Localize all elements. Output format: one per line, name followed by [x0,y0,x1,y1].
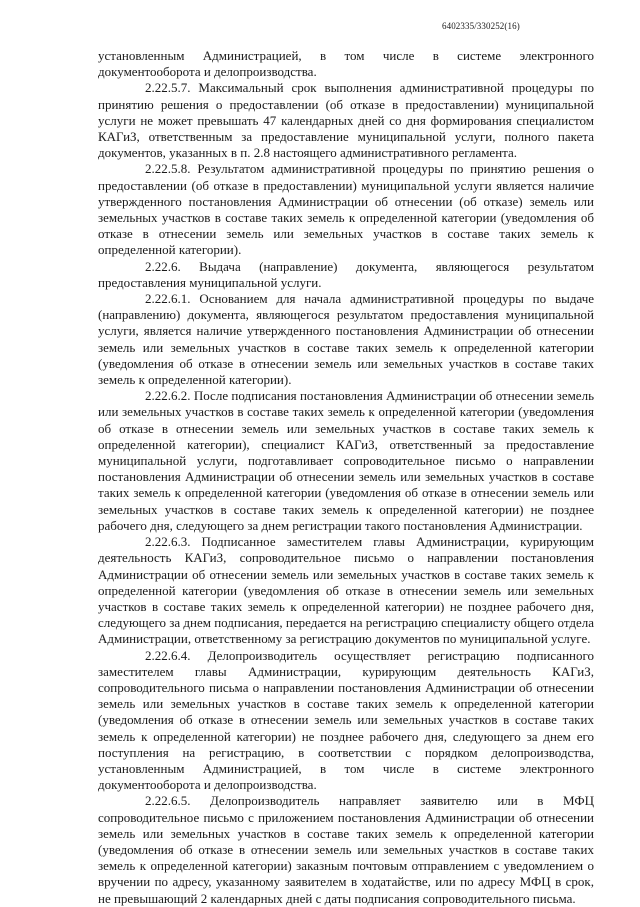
paragraph-2-22-6-1: 2.22.6.1. Основанием для начала административной процедуры по выдаче (направлению) документа, являющегося результатом предоставления муниципальной услуги, является наличие утвержденного постановления Администрации об отнесении земель или земельных участков в составе таких земель к определенной категории (уведомления об отказе в отнесении земель или земельных участков в составе таких земель к определенной категории). [98,291,594,388]
paragraph-2-22-6-5: 2.22.6.5. Делопроизводитель направляет заявителю или в МФЦ сопроводительное письмо с приложением постановления Администрации об отнесении земель или земельных участков в составе таких земель к определенной категории (уведомления об отказе в отнесении земель или земельных участков в составе таких земель к определенной категории) заказным почтовым отправлением с уведомлением о вручении по адресу, указанному заявителем в ходатайстве, или по адресу МФЦ в срок, не превышающий 2 календарных дней с даты подписания сопроводительного письма. [98,793,594,906]
document-number: 6402335/330252(16) [442,21,520,31]
paragraph-2-22-5-8: 2.22.5.8. Результатом административной процедуры по принятию решения о предоставлении (об отказе в предоставлении) муниципальной услуги является наличие утвержденного постановления Администрации об отнесении (об отказе) земель или земельных участков в составе таких земель к определенной категории (уведомления об отказе в отнесении земель или земельных участков в составе таких земель к определенной категории). [98,161,594,258]
paragraph-2-22-5-7: 2.22.5.7. Максимальный срок выполнения административной процедуры по принятию решения о предоставлении (об отказе в предоставлении) муниципальной услуги не может превышать 47 календарных дней со дня формирования специалистом КАГиЗ, ответственным за предоставление муниципальной услуги, полного пакета документов, указанных в п. 2.8 настоящего административного регламента. [98,80,594,161]
paragraph-continuation: установленным Администрацией, в том числе в системе электронного документооборота и делопроизводства. [98,48,594,80]
paragraph-2-22-6-2: 2.22.6.2. После подписания постановления Администрации об отнесении земель или земельных участков в составе таких земель к определенной категории (уведомления об отказе в отнесении земель или земельных участков в составе таких земель к определенной категории), специалист КАГиЗ, ответственный за предоставление муниципальной услуги, подготавливает сопроводительное письмо о направлении постановления Администрации об отнесении земель или земельных участков в составе таких земель к определенной категории (уведомления об отказе в отнесении земель или земельных участков в составе таких земель к определенной категории) не позднее рабочего дня, следующего за днем регистрации такого постановления Администрации. [98,388,594,533]
paragraph-2-22-6-3: 2.22.6.3. Подписанное заместителем главы Администрации, курирующим деятельность КАГиЗ, сопроводительное письмо о направлении постановления Администрации об отнесении земель или земельных участков в составе таких земель к определенной категории (уведомления об отказе в отнесении земель или земельных участков в составе таких земель к определенной категории) не позднее рабочего дня, следующего за днем подписания, передается на регистрацию специалисту общего отдела Администрации, ответственному за регистрацию документов по муниципальной услуге. [98,534,594,647]
document-body [98,48,594,907]
paragraph-2-22-6: 2.22.6. Выдача (направление) документа, являющегося результатом предоставления муниципальной услуги. [98,258,594,290]
paragraph-2-22-6-4: 2.22.6.4. Делопроизводитель осуществляет регистрацию подписанного заместителем главы Администрации, курирующим деятельность КАГиЗ, сопроводительного письма о направлении постановления Администрации об отнесении земель или земельных участков в составе таких земель к определенной категории (уведомления об отказе в отнесении земель или земельных участков в составе таких земель к определенной категории) не позднее рабочего дня, следующего за днем его поступления на регистрацию, в соответствии с порядком делопроизводства, установленным Администрацией, в том числе в системе электронного документооборота и делопроизводства. [98,647,594,793]
